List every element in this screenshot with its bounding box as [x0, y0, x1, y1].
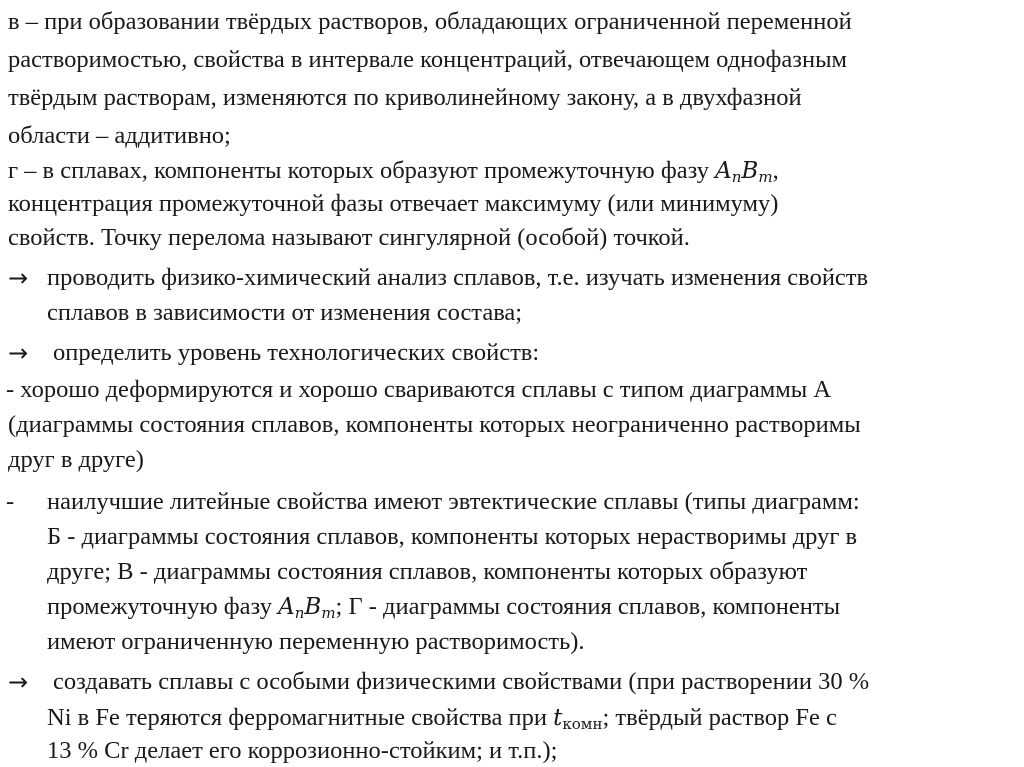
- item-g-line-1: [8, 155, 779, 187]
- dash1-line-2: (диаграммы состояния сплавов, компоненты которых неограниченно растворимы: [8, 411, 861, 438]
- item-g-line-2: концентрация промежуточной фазы отвечает максимуму (или минимуму): [8, 190, 779, 217]
- dash-bullet-icon: -: [6, 488, 15, 515]
- bullet1-line-1: проводить физико-химический анализ сплавов, т.е. изучать изменения свойств: [47, 264, 869, 291]
- formula-t-komn: [553, 705, 602, 731]
- dash1-line-3: друг в друге): [8, 446, 144, 473]
- arrow-right-icon: →: [8, 339, 29, 367]
- formula-b-sub: m: [321, 604, 336, 622]
- item-g-line-1-text: г – в сплавах, компоненты которых образуют промежуточную фазу: [8, 157, 709, 184]
- arrow-right-icon: →: [8, 668, 29, 696]
- bullet3-line-2-text: Ni в Fe теряются ферромагнитные свойства при: [47, 704, 548, 731]
- dash2-line-1: наилучшие литейные свойства имеют эвтектические сплавы (типы диаграмм:: [47, 488, 860, 515]
- dash2-line-4: [47, 591, 840, 623]
- item-v-line-3: твёрдым растворам, изменяются по криволинейному закону, а в двухфазной: [8, 84, 802, 111]
- formula-anbm: [278, 594, 335, 620]
- bullet3-line-3: 13 % Cr делает его коррозионно-стойким; и т.п.);: [47, 737, 558, 764]
- formula-a: A: [715, 158, 732, 184]
- formula-t-sub: комн: [562, 715, 603, 733]
- bullet3-line-1: создавать сплавы с особыми физическими свойствами (при растворении 30 %: [53, 668, 870, 695]
- item-v-line-2: растворимостью, свойства в интервале концентраций, отвечающем однофазным: [8, 46, 848, 73]
- dash2-line-3: друге; В - диаграммы состояния сплавов, компоненты которых образуют: [47, 558, 808, 585]
- formula-a-sub: n: [731, 168, 742, 186]
- item-v-line-4: области – аддитивно;: [8, 122, 231, 149]
- formula-anbm: [715, 158, 772, 184]
- formula-b: B: [741, 158, 759, 184]
- dash2-line-5: имеют ограниченную переменную растворимость).: [47, 628, 585, 655]
- arrow-right-icon: →: [8, 264, 29, 292]
- formula-a: A: [278, 594, 295, 620]
- dash2-line-2: Б - диаграммы состояния сплавов, компоненты которых нерастворимы друг в: [47, 523, 858, 550]
- bullet2-line-1: определить уровень технологических свойств:: [53, 339, 540, 366]
- bullet3-line-2-end: ; твёрдый раствор Fe с: [602, 704, 837, 731]
- dash1-line-1: - хорошо деформируются и хорошо свариваются сплавы с типом диаграммы А: [6, 376, 832, 403]
- formula-b: B: [304, 594, 322, 620]
- formula-t: t: [553, 705, 563, 731]
- item-g-line-3: свойств. Точку перелома называют сингулярной (особой) точкой.: [8, 224, 690, 251]
- bullet3-line-2: [47, 702, 837, 734]
- item-v-line-1: в – при образовании твёрдых растворов, обладающих ограниченной переменной: [8, 8, 852, 35]
- formula-b-sub: m: [758, 168, 773, 186]
- dash2-line-4-end: ; Г - диаграммы состояния сплавов, компоненты: [335, 593, 841, 620]
- bullet1-line-2: сплавов в зависимости от изменения состава;: [47, 299, 523, 326]
- formula-a-sub: n: [294, 604, 305, 622]
- dash2-line-4-text: промежуточную фазу: [47, 593, 272, 620]
- item-g-line-1-end: ,: [772, 157, 779, 184]
